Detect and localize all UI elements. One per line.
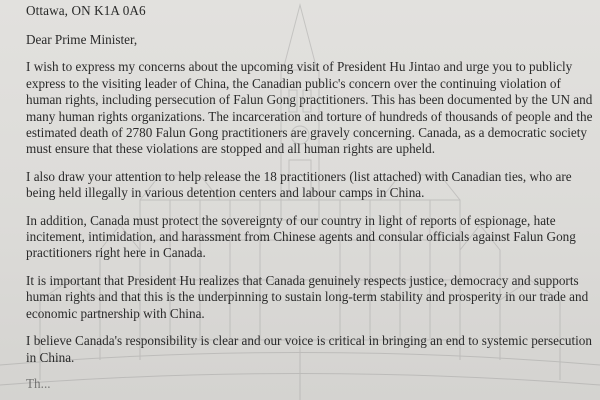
salutation: Dear Prime Minister, [26,32,138,47]
letter-body [26,0,594,392]
paragraph-concerns: I wish to express my concerns about the upcoming visit of President Hu Jintao and urge you to publicly express to the visiting leader of China, the Canadian public's concern over the continuing violation of human rights, including persecution of Falun Gong practitioners. This has been documented by the UN and many human rights organizations. The incarceration and torture of hundreds of thousands of people and the estimated death of 2780 Falun Gong practitioners are gravely concerning. Canada, as a democratic society must ensure that these violations are stopped and all human rights are upheld. [26,59,593,157]
paragraph-human-rights: It is important that President Hu realizes that Canada genuinely respects justice, democracy and supports human rights and that this is the underpinning to sustain long-term stability and prosperity in our trade and economic partnership with China. [26,272,589,321]
paragraph-sovereignty: In addition, Canada must protect the sovereignty of our country in light of reports of espionage, hate incitement, intimidation, and harassment from Chinese agents and consular officials against Falun Gong practitioners right here in Canada. [26,212,576,261]
paragraph-responsibility: I believe Canada's responsibility is clear and our voice is critical in bringing an end to systemic persecution in China. [26,333,592,365]
paragraph-release-practitioners: I also draw your attention to help release the 18 practitioners (list attached) with Canadian ties, who are being held illegally in various detention centers and labour camps in China. [26,168,572,201]
closing-fragment: Th... [26,375,51,391]
address-line: Ottawa, ON K1A 0A6 [26,3,146,18]
